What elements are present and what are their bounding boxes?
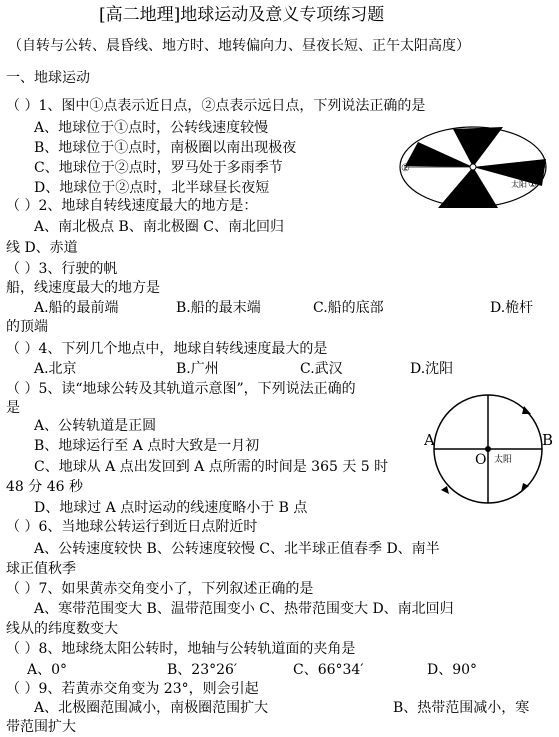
q4-option-b: B.广州 [176, 361, 219, 377]
q7-options-cont: 线从的纬度数变大 [6, 621, 118, 637]
q8-option-b: B、23°26′ [167, 662, 238, 678]
q2-options: A、南北极点 B、南北极圈 C、南北回归 [34, 219, 285, 235]
orbit-figure-1 [398, 124, 548, 210]
q1-option-c: C、地球位于②点时，罗马处于多雨季节 [34, 160, 283, 176]
q1-option-a: A、地球位于①点时，公转线速度较慢 [34, 120, 269, 136]
q1-stem: （ ）1、图中①点表示近日点，②点表示远日点，下列说法正确的是 [6, 98, 426, 114]
fig1-label-1: ① [528, 179, 537, 190]
q5-stem-cont: 是 [6, 400, 20, 416]
fig2-label-o: O [475, 452, 487, 468]
fig2-label-a: A [424, 431, 435, 449]
q8-stem: （ ）8、地球绕太阳公转时，地轴与公转轨道面的夹角是 [6, 641, 356, 657]
q2-stem: （ ）2、地球自转线速度最大的地方是： [6, 198, 258, 214]
q9-option-b: B、热带范围减小，寒 [393, 700, 530, 716]
q5-option-c: C、地球从 A 点出发回到 A 点所需的时间是 365 天 5 时 [34, 459, 389, 475]
q3-option-c: C.船的底部 [313, 300, 384, 316]
fig2-label-b: B [542, 431, 554, 449]
q6-stem: （ ）6、当地球公转运行到近日点附近时 [6, 519, 258, 535]
section-heading: 一、地球运动 [6, 70, 90, 86]
q3-stem-cont: 船，线速度最大的地方是 [6, 280, 160, 296]
q6-options: A、公转速度较快 B、公转速度较慢 C、北半球正值春季 D、南半 [34, 541, 440, 557]
q2-options-cont: 线 D、赤道 [6, 240, 78, 256]
q7-stem: （ ）7、如果黄赤交角变小了，下列叙述正确的是 [6, 581, 314, 597]
q3-option-d: D.桅杆 [490, 300, 534, 316]
q3-stem: （ ）3、行驶的帆 [6, 261, 118, 277]
q9-stem: （ ）9、若黄赤交角变为 23°，则会引起 [6, 681, 259, 697]
orbit-figure-2 [424, 386, 554, 512]
fig2-sun-label: 太阳 [494, 455, 513, 465]
q4-option-a: A.北京 [34, 361, 77, 377]
q4-option-d: D.沈阳 [410, 361, 454, 377]
q5-option-c-cont: 48 分 46 秒 [6, 479, 83, 495]
q8-option-d: D、90° [427, 662, 478, 678]
page-subtitle: （自转与公转、晨昏线、地方时、地转偏向力、昼夜长短、正午太阳高度） [8, 38, 470, 54]
q9-option-b-cont: 带范围扩大 [6, 719, 76, 735]
q6-options-cont: 球正值秋季 [6, 561, 76, 577]
page-title: [高二地理]地球运动及意义专项练习题 [99, 5, 385, 25]
q8-option-c: C、66°34′ [293, 662, 364, 678]
q7-options: A、寒带范围变大 B、温带范围变小 C、热带范围变大 D、南北回归 [34, 601, 454, 617]
q5-option-b: B、地球运行至 A 点时大致是一月初 [34, 438, 260, 454]
q4-stem: （ ）4、下列几个地点中，地球自转线速度最大的是 [6, 341, 328, 357]
q5-option-d: D、地球过 A 点时运动的线速度略小于 B 点 [34, 500, 308, 516]
q3-option-d-cont: 的顶端 [6, 319, 48, 335]
q3-option-b: B.船的最末端 [176, 300, 261, 316]
fig1-label-2: ② [401, 163, 410, 174]
q5-option-a: A、公转轨道是正圆 [34, 418, 157, 434]
q8-option-a: A、0° [27, 662, 68, 678]
q3-option-a: A.船的最前端 [34, 300, 119, 316]
q1-option-d: D、地球位于②点时，北半球昼长夜短 [34, 180, 270, 196]
fig1-sun-label: 太阳 [511, 180, 527, 189]
q9-option-a: A、北极圈范围减小，南极圈范围扩大 [34, 700, 269, 716]
q4-option-c: C.武汉 [300, 361, 343, 377]
q5-stem: （ ）5、读“地球公转及其轨道示意图”，下列说法正确的 [6, 381, 356, 397]
q1-option-b: B、地球位于①点时，南极圈以南出现极夜 [34, 140, 297, 156]
